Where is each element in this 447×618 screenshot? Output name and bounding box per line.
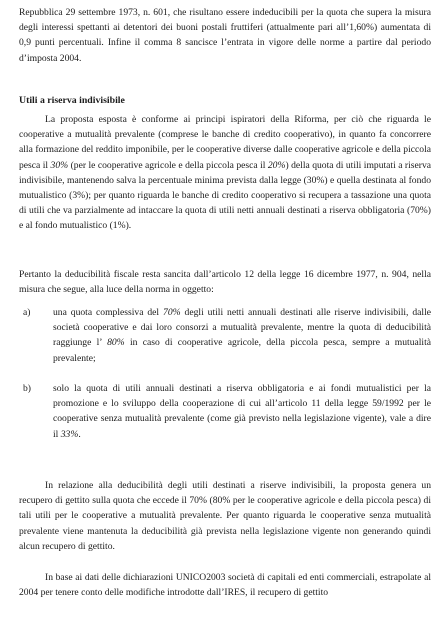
list-item-b xyxy=(23,381,431,442)
list-marker: b) xyxy=(23,383,31,394)
paragraph-deducibilita: Pertanto la deducibilità fiscale resta sancita dall’articolo 12 della legge 16 dicembre 1977, n. 904, nella misura che segue, alla luce della norma in oggetto: xyxy=(19,269,431,296)
paragraph-dati-unico: In base ai dati delle dichiarazioni UNICO2003 società di capitali ed enti commerciali, estrapolate al 2004 per tenere conto delle modifiche introdotte dall’IRES, il recupero di gettito xyxy=(19,572,431,599)
paragraph-recupero-gettito: In relazione alla deducibilità degli utili destinati a riserve indivisibili, la proposta genera un recupero di gettito sulla quota che eccede il 70% (80% per le cooperative agricole e della piccola pesca) di tali utili per le cooperative a mutualità prevalente. Per quanto riguarda le cooperative senza mutualità prevalente viene mantenuta la deducibilità già prevista nella legislazione vigente non generando quindi alcun recupero di gettito. xyxy=(19,480,431,552)
list-item-a xyxy=(23,305,431,366)
list-marker: a) xyxy=(23,307,31,318)
list-item-text: solo la quota di utili annuali destinati a riserva obbligatoria e ai fondi mutualistici per la promozione e lo sviluppo della cooperazione di cui all’articolo 11 della legge 59/1992 per le cooperative senza mutualità prevalente (come già previsto nella legislazione vigente), vale a dire il 33%. xyxy=(53,383,431,440)
intro-paragraph: Repubblica 29 settembre 1973, n. 601, che risultano essere indeducibili per la quota che supera la misura degli interessi spettanti ai detentori dei buoni postali fruttiferi (attualmente pari all’1,60%) aumentata di 0,9 punti percentuali. Infine il comma 8 sancisce l’entrata in vigore delle norme a partire dal periodo d’imposta 2004. xyxy=(19,7,431,64)
section-heading: Utili a riserva indivisibile xyxy=(19,95,125,106)
paragraph-riforma: La proposta esposta è conforme ai principi ispiratori della Riforma, per ciò che riguarda le cooperative a mutualità prevalente (comprese le banche di credito cooperativo), in quanto fa concorrere alla formazione del reddito imponibile, per le cooperative diverse dalle cooperative agricole e della piccola pesca il 30% (per le cooperative agricole e della piccola pesca il 20%) della quota di utili imputati a riserva indivisibile, mantenendo salva la percentuale minima prevista dalla legge (30%) e quella destinata al fondo mutualistico (3%); per quanto riguarda le banche di credito cooperativo si recupera a tassazione una quota di utili che va parzialmente ad intaccare la quota di utili netti annuali destinati a riserva obbligatoria (70%) e al fondo mutualistico (1%). xyxy=(19,114,432,232)
list-item-text: una quota complessiva del 70% degli utili netti annuali destinati alle riserve indivisibili, dalle società cooperative e dai loro consorzi a mutualità prevalente, mentre la quota di deducibilità raggiunge l’ 80% in caso di cooperative agricole, della piccola pesca, sempre a mutualità prevalente; xyxy=(53,307,431,364)
